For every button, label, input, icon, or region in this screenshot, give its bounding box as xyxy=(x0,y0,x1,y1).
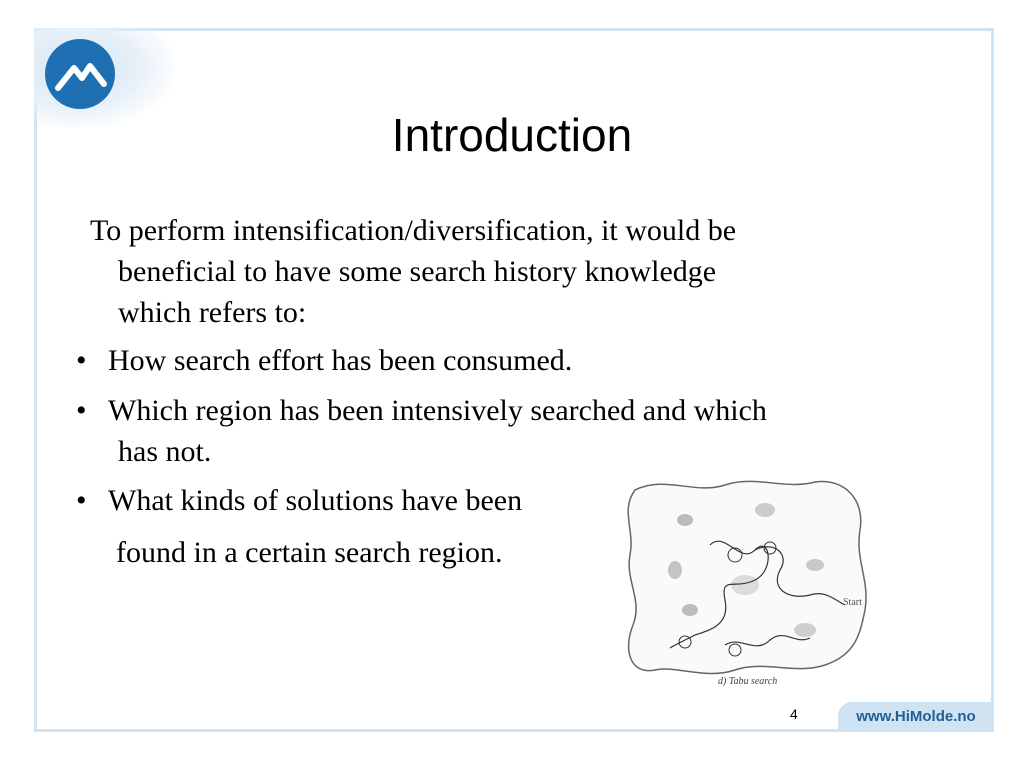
bullet-text-continued: found in a certain search region. xyxy=(116,536,503,569)
bullet-item-2 xyxy=(76,390,896,472)
intro-line-1: To perform intensification/diversification, it would be xyxy=(90,214,737,247)
bullet-text-continued: has not. xyxy=(118,435,212,468)
bullet-item-3 xyxy=(76,480,616,521)
bullet-item-1 xyxy=(76,340,876,381)
intro-paragraph xyxy=(90,210,850,333)
bullet-glyph: • xyxy=(76,484,87,517)
intro-line-2: beneficial to have some search history knowledge xyxy=(118,255,717,288)
bullet-text: Which region has been intensively searched and which xyxy=(108,394,767,427)
bullet-glyph: • xyxy=(76,344,87,377)
intro-line-3: which refers to: xyxy=(118,296,307,329)
mountain-logo-icon xyxy=(44,38,116,110)
figure-caption: d) Tabu search xyxy=(718,676,778,687)
footer-url: www.HiMolde.no xyxy=(838,702,994,732)
bullet-text: How search effort has been consumed. xyxy=(108,344,573,377)
figure-start-label: Start xyxy=(843,597,862,608)
bullet-text: What kinds of solutions have been xyxy=(108,484,523,517)
tabu-search-figure xyxy=(615,470,873,692)
page-title: Introduction xyxy=(391,109,633,161)
page-number: 4 xyxy=(790,706,798,722)
bullet-glyph: • xyxy=(76,394,87,427)
